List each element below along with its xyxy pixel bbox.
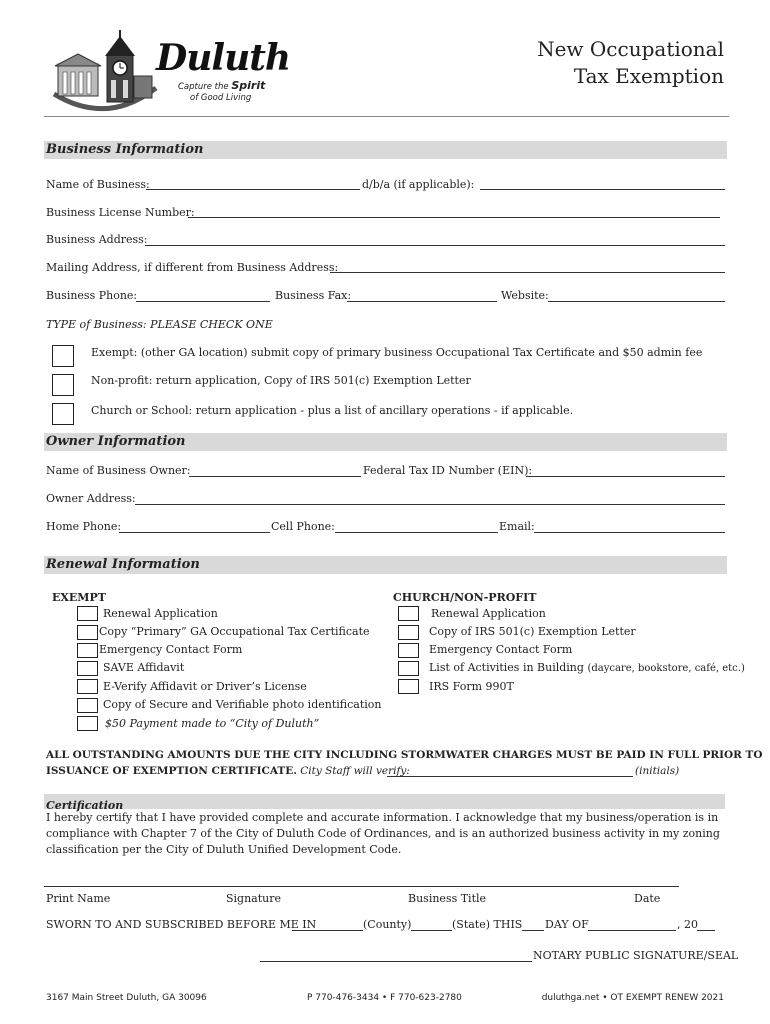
form-title [537,36,724,90]
church-renewal-application-checkbox[interactable] [398,606,419,621]
business-name-field[interactable] [146,189,360,190]
church-irs-990t-checkbox[interactable] [398,679,419,694]
logo-wordmark: Duluth [156,37,291,79]
renewal-info-header: Renewal Information [44,556,727,574]
exempt-payment-checkbox[interactable] [77,716,98,731]
form-title-line-2: Tax Exemption [573,64,724,88]
church-activities-label: List of Activities in Building (daycare, bookstore, café, etc.) [429,661,745,674]
mailing-address-label: Mailing Address, if different from Business Address: [46,261,339,274]
exempt-primary-certificate-label: Copy “Primary” GA Occupational Tax Certificate [99,625,370,638]
type-nonprofit-label: Non-profit: return application, Copy of IRS 501(c) Exemption Letter [91,374,471,387]
church-irs-letter-checkbox[interactable] [398,625,419,640]
year-prefix-label: , 20 [677,918,698,931]
ein-field[interactable] [526,476,725,477]
footer-phone: P 770-476-3434 • F 770-623-2780 [307,993,462,1003]
owner-address-label: Owner Address: [46,492,136,505]
issuance-notice: ISSUANCE OF EXEMPTION CERTIFICATE. City Staff will verify: [46,765,410,777]
staff-initials-field[interactable] [387,776,633,777]
exempt-renewal-application-checkbox[interactable] [77,606,98,621]
church-activities-note: (daycare, bookstore, café, etc.) [587,663,745,674]
home-phone-field[interactable] [119,532,270,533]
owner-name-field[interactable] [189,476,361,477]
type-exempt-checkbox[interactable] [52,345,74,367]
business-title-label: Business Title [408,892,487,905]
sworn-statement: SWORN TO AND SUBSCRIBED BEFORE ME IN [46,918,317,931]
dba-label: d/b/a (if applicable): [362,178,475,191]
church-irs-990t-label: IRS Form 990T [429,680,514,693]
exempt-everify-checkbox[interactable] [77,679,98,694]
logo-tagline-2: of Good Living [190,93,252,103]
signature-line[interactable] [44,886,679,887]
business-fax-field[interactable] [347,301,497,302]
exempt-photo-id-checkbox[interactable] [77,698,98,713]
day-field[interactable] [522,930,544,931]
church-irs-letter-label: Copy of IRS 501(c) Exemption Letter [429,625,636,638]
exempt-payment-label: $50 Payment made to “City of Duluth” [105,717,320,730]
business-license-field[interactable] [188,217,720,218]
date-label: Date [634,892,661,905]
month-field[interactable] [588,930,676,931]
owner-info-header: Owner Information [44,433,727,451]
type-exempt-label: Exempt: (other GA location) submit copy of primary business Occupational Tax Certificate and $50 admin fee [91,346,703,359]
exempt-save-affidavit-checkbox[interactable] [77,661,98,676]
year-field[interactable] [697,930,715,931]
footer-address: 3167 Main Street Duluth, GA 30096 [46,993,207,1003]
certification-title: Certification [46,799,124,812]
exempt-emergency-contact-label: Emergency Contact Form [99,643,243,656]
city-hall-clocktower-icon [52,30,162,115]
form-title-line-1: New Occupational [537,37,724,61]
notary-signature-field[interactable] [260,961,532,962]
business-phone-label: Business Phone: [46,289,138,302]
signature-label: Signature [226,892,282,905]
county-label: (County) [363,918,412,931]
print-name-label: Print Name [46,892,111,905]
business-address-field[interactable] [145,245,725,246]
church-renewal-application-label: Renewal Application [431,607,546,620]
email-field[interactable] [534,532,725,533]
exempt-save-affidavit-label: SAVE Affidavit [103,661,185,674]
website-label: Website: [501,289,549,302]
outstanding-amounts-notice: ALL OUTSTANDING AMOUNTS DUE THE CITY INCLUDING STORMWATER CHARGES MUST BE PAID IN FULL PRIOR TO [46,749,763,761]
owner-address-field[interactable] [135,504,725,505]
mailing-address-field[interactable] [330,272,725,273]
type-church-school-label: Church or School: return application - plus a list of ancillary operations - if applicable. [91,404,574,417]
type-church-school-checkbox[interactable] [52,403,74,425]
duluth-logo [52,30,291,115]
certification-text-3: classification per the City of Duluth Unified Development Code. [46,843,402,856]
certification-text-1: I hereby certify that I have provided complete and accurate information. I acknowledge that my business/operation is in [46,811,719,824]
cell-phone-field[interactable] [335,532,498,533]
business-license-label: Business License Number: [46,206,195,219]
footer-site: duluthga.net • OT EXEMPT RENEW 2021 [541,993,724,1003]
dba-field[interactable] [480,189,725,190]
church-nonprofit-heading: CHURCH/NON-PROFIT [393,591,537,604]
exempt-renewal-application-label: Renewal Application [103,607,218,620]
header-divider [44,116,729,117]
state-this-label: (State) THIS [452,918,523,931]
day-of-label: DAY OF [545,918,589,931]
type-nonprofit-checkbox[interactable] [52,374,74,396]
notary-label: NOTARY PUBLIC SIGNATURE/SEAL [533,949,739,962]
church-emergency-contact-checkbox[interactable] [398,643,419,658]
business-info-header: Business Information [44,141,727,159]
website-field[interactable] [548,301,725,302]
certification-text-2: compliance with Chapter 7 of the City of Duluth Code of Ordinances, and is an authorized business activity in my zoning [46,827,720,840]
business-fax-label: Business Fax: [275,289,352,302]
exempt-primary-certificate-checkbox[interactable] [77,625,98,640]
business-name-label: Name of Business: [46,178,150,191]
initials-label: (initials) [635,765,680,777]
exempt-heading: EXEMPT [52,591,106,604]
cell-phone-label: Cell Phone: [271,520,335,533]
church-emergency-contact-label: Emergency Contact Form [429,643,573,656]
business-type-heading: TYPE of Business: PLEASE CHECK ONE [46,318,273,331]
church-activities-checkbox[interactable] [398,661,419,676]
exempt-everify-label: E-Verify Affidavit or Driver’s License [103,680,307,693]
exempt-emergency-contact-checkbox[interactable] [77,643,98,658]
business-phone-field[interactable] [136,301,270,302]
exempt-photo-id-label: Copy of Secure and Verifiable photo identification [103,698,382,711]
email-label: Email: [499,520,535,533]
business-address-label: Business Address: [46,233,148,246]
certification-header [44,794,725,812]
ein-label: Federal Tax ID Number (EIN): [363,464,533,477]
logo-tagline: Capture the Spirit [178,79,266,92]
home-phone-label: Home Phone: [46,520,122,533]
owner-name-label: Name of Business Owner: [46,464,191,477]
